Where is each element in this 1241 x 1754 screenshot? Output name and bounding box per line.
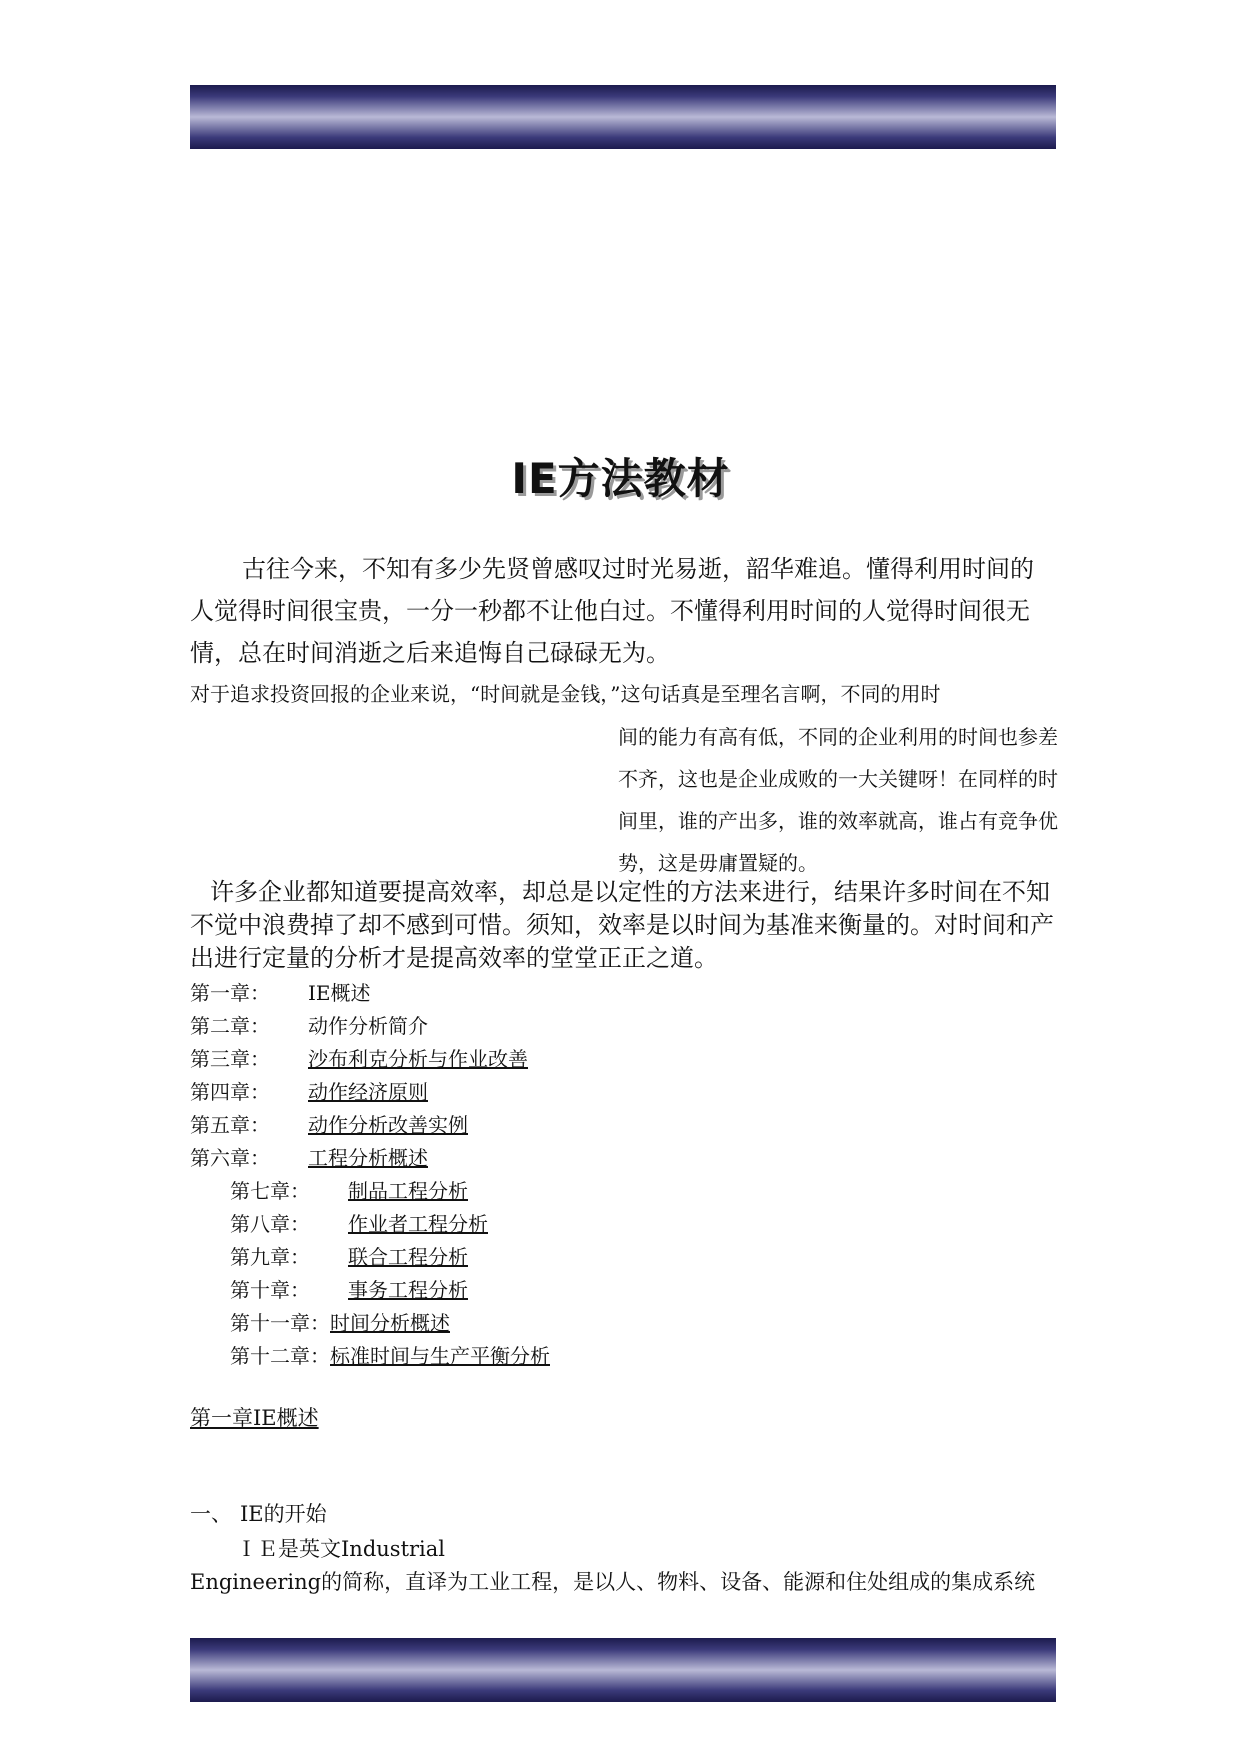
header-band xyxy=(190,85,1056,149)
toc-item[interactable]: 第六章： 工程分析概述 xyxy=(190,1146,428,1170)
section-text-line-1: ＩＥ是英文Industrial xyxy=(236,1537,445,1561)
toc-item[interactable]: 第十二章：标准时间与生产平衡分析 xyxy=(230,1344,550,1368)
section-text-line-2: Engineering的简称，直译为工业工程，是以人、物料、设备、能源和住处组成的集成系统 xyxy=(190,1570,1036,1594)
document-title: IE方法教材 xyxy=(511,454,730,504)
toc-item[interactable]: 第三章： 沙布利克分析与作业改善 xyxy=(190,1047,528,1071)
toc-item[interactable]: 第一章： IE概述 xyxy=(190,981,371,1005)
table-of-contents xyxy=(190,977,790,1373)
section-title: IE的开始 xyxy=(240,1502,327,1526)
toc-item[interactable]: 第九章： 联合工程分析 xyxy=(230,1245,468,1269)
paragraph-2-continued: 间的能力有高有低，不同的企业利用的时间也参差不齐，这也是企业成败的一大关键呀！在同样的时间里，谁的产出多，谁的效率就高，谁占有竞争优势，这是毋庸置疑的。 xyxy=(618,725,1058,875)
footer-band xyxy=(190,1638,1056,1702)
chapter-1-heading-link[interactable]: 第一章IE概述 xyxy=(190,1406,319,1430)
toc-item[interactable]: 第十一章：时间分析概述 xyxy=(230,1311,450,1335)
toc-item[interactable]: 第五章： 动作分析改善实例 xyxy=(190,1113,468,1137)
toc-item[interactable]: 第八章： 作业者工程分析 xyxy=(230,1212,488,1236)
section-number: 一、 xyxy=(190,1502,232,1526)
toc-item[interactable]: 第十章： 事务工程分析 xyxy=(230,1278,468,1302)
toc-item[interactable]: 第四章： 动作经济原则 xyxy=(190,1080,428,1104)
toc-item[interactable]: 第七章： 制品工程分析 xyxy=(230,1179,468,1203)
toc-item[interactable]: 第二章： 动作分析简介 xyxy=(190,1014,428,1038)
section-heading xyxy=(190,1498,327,1528)
efficiency-paragraph: 许多企业都知道要提高效率，却总是以定性的方法来进行，结果许多时间在不知不觉中浪费掉了却不感到可惜。须知，效率是以时间为基准来衡量的。对时间和产出进行定量的分析才是提高效率的堂堂正正之道。 xyxy=(190,878,1054,972)
paragraph-2-first-line: 对于追求投资回报的企业来说，“时间就是金钱，”这句话真是至理名言啊，不同的用时 xyxy=(190,682,941,706)
intro-paragraph: 古往今来，不知有多少先贤曾感叹过时光易逝，韶华难追。懂得利用时间的人觉得时间很宝贵，一分一秒都不让他白过。不懂得利用时间的人觉得时间很无情，总在时间消逝之后来追悔自己碌碌无为。 xyxy=(190,555,1034,667)
